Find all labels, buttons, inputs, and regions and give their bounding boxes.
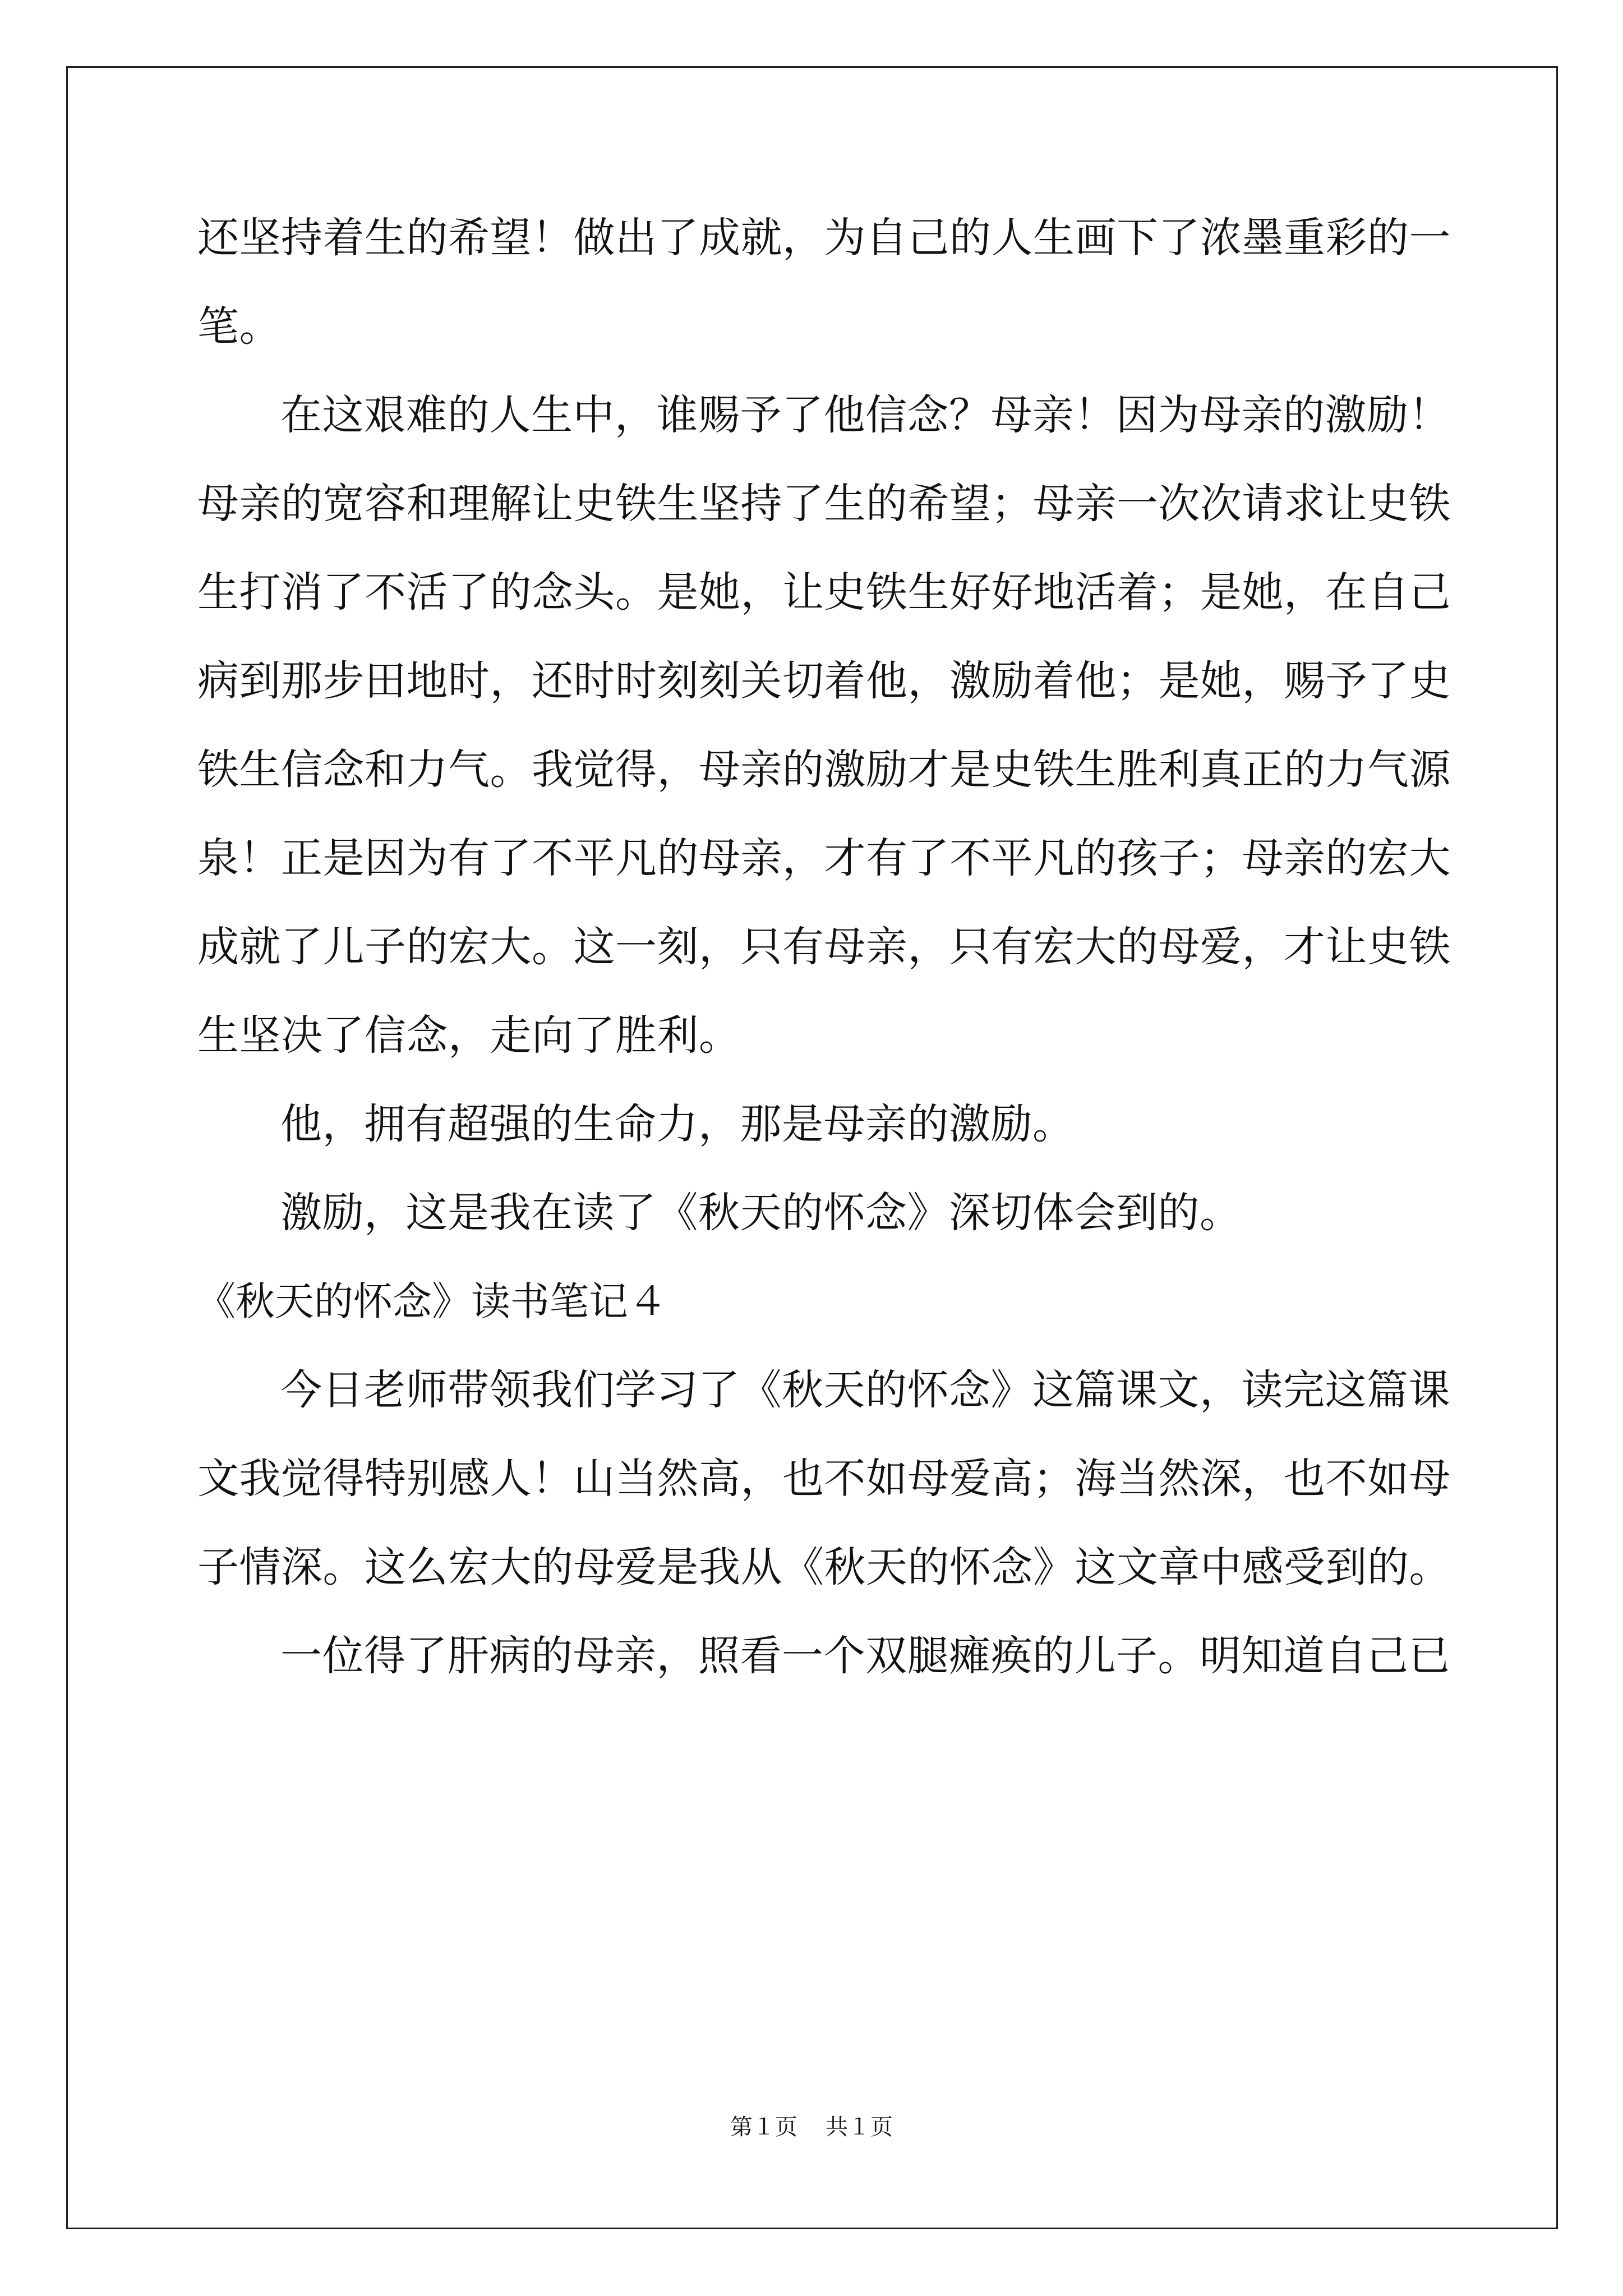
document-body: [196, 194, 1451, 1700]
text-line: 母亲的宽容和理解让史铁生坚持了生的希望；母亲一次次请求让史铁: [197, 480, 1451, 528]
text-line: 铁生信念和力气。我觉得，母亲的激励才是史铁生胜利真正的力气源: [197, 746, 1451, 794]
text-line: 子情深。这么宏大的母爱是我从《秋天的怀念》这文章中感受到的。: [197, 1543, 1451, 1591]
section-heading: 《秋天的怀念》读书笔记４: [196, 1278, 667, 1324]
text-line: 激励，这是我在读了《秋天的怀念》深切体会到的。: [280, 1189, 1242, 1237]
text-line: 还坚持着生的希望！做出了成就，为自己的人生画下了浓墨重彩的一: [197, 214, 1451, 262]
page-number-total: 共１页: [826, 2114, 893, 2140]
text-line: 泉！正是因为有了不平凡的母亲，才有了不平凡的孩子；母亲的宏大: [197, 834, 1451, 882]
text-line: 一位得了肝病的母亲，照看一个双腿瘫痪的儿子。明知道自己已: [280, 1632, 1450, 1680]
text-line: 生打消了不活了的念头。是她，让史铁生好好地活着；是她，在自己: [197, 568, 1451, 616]
page-number-current: 第１页: [730, 2114, 797, 2140]
text-line: 文我觉得特别感人！山当然高，也不如母爱高；海当然深，也不如母: [197, 1455, 1451, 1503]
text-line: 成就了儿子的宏大。这一刻，只有母亲，只有宏大的母爱，才让史铁: [197, 923, 1451, 971]
text-line: 生坚决了信念，走向了胜利。: [197, 1011, 741, 1060]
text-line: 今日老师带领我们学习了《秋天的怀念》这篇课文，读完这篇课: [280, 1366, 1450, 1414]
text-line: 他，拥有超强的生命力，那是母亲的激励。: [280, 1100, 1075, 1148]
page-footer: [0, 2109, 1623, 2141]
text-line: 病到那步田地时，还时时刻刻关切着他，激励着他；是她，赐予了史: [197, 657, 1451, 705]
text-line: 在这艰难的人生中，谁赐予了他信念？母亲！因为母亲的激励！: [280, 391, 1450, 439]
text-line: 笔。: [197, 302, 281, 351]
